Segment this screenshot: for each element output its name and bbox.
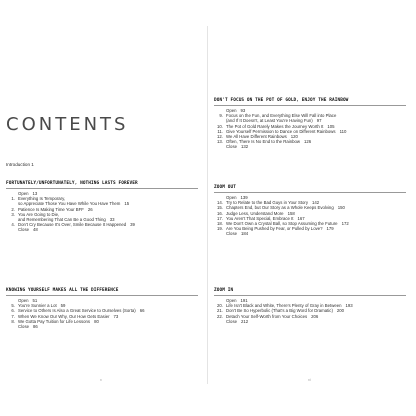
- entry-page: 105: [327, 123, 335, 129]
- right-page: [214, 26, 406, 384]
- entry-title: Often, There Is No End to the Rainbow: [226, 139, 300, 145]
- entry-page: 150: [337, 205, 345, 211]
- entry-page: 193: [345, 303, 353, 309]
- chapter-number: 10.: [217, 123, 223, 129]
- chapter-number: 20.: [217, 303, 223, 309]
- chapter-number: 15.: [217, 205, 223, 211]
- chapter-number: 7.: [11, 313, 15, 319]
- entry-title: Give Yourself Permission to Dance on Different Rainbows: [226, 128, 336, 134]
- chapter-number: 6.: [11, 308, 15, 314]
- entry-page: 48: [33, 227, 38, 233]
- entry-page: 73: [113, 313, 119, 319]
- toc-section: [214, 288, 406, 324]
- entry-page: 66: [139, 308, 145, 314]
- section-heading: FORTUNATELY/UNFORTUNATELY, NOTHING LASTS FOREVER: [6, 181, 138, 186]
- entry-title: Close: [18, 324, 29, 330]
- entry-page: 191: [240, 298, 248, 303]
- entry-page: 167: [297, 215, 305, 221]
- left-page: [6, 26, 198, 384]
- entry-title: Open: [18, 298, 29, 303]
- entry-page: 15: [124, 201, 130, 207]
- entry-title: The Pot of Gold Rarely Makes the Journey Worth It: [226, 123, 324, 129]
- entry-page: 142: [312, 200, 320, 206]
- entry-title: Open: [226, 195, 237, 200]
- entry-page: 132: [241, 144, 249, 150]
- section-heading: KNOWING YOURSELF MAKES ALL THE DIFFERENCE: [6, 288, 119, 293]
- entry-page: 120: [290, 134, 298, 140]
- entry-page: 158: [287, 210, 295, 216]
- entry-page: 179: [326, 226, 334, 232]
- entry-page: 200: [336, 308, 345, 314]
- entry-title: Chapters End, but Our Story as a Whole Keeps Evolving: [226, 205, 334, 211]
- entry-title: Close: [18, 227, 29, 233]
- entry-title: You're Sunnier a Lot: [18, 303, 57, 309]
- entry-page: 172: [341, 221, 349, 227]
- gutter-divider: [207, 26, 208, 384]
- chapter-number: 11.: [217, 128, 223, 134]
- entry-title: Open: [226, 298, 237, 303]
- introduction-label: Introduction: [6, 162, 31, 167]
- toc-section: [6, 288, 198, 329]
- entry-page: 212: [241, 318, 249, 324]
- entry-page: 13: [32, 191, 38, 196]
- entry-page: 39: [130, 222, 135, 228]
- entry-page: 33: [109, 217, 115, 223]
- entry-page: 206: [311, 313, 319, 319]
- entry-page: 126: [303, 139, 312, 145]
- entry-title: Detach Your Self-Worth from Your Choices: [226, 313, 308, 319]
- chapter-number: 1.: [11, 196, 15, 202]
- chapter-number: 2.: [11, 206, 15, 212]
- chapter-number: 13.: [217, 139, 223, 145]
- entry-title: Are You Being Pushed by Fear, or Pulled by Love?: [226, 226, 323, 232]
- entry-title: Focus on the Fun, and Everything Else Will Fall into Place: [226, 113, 337, 119]
- entry-page: 139: [240, 195, 248, 200]
- contents-title: CONTENTS: [6, 114, 129, 135]
- chapter-number: 9.: [219, 113, 223, 119]
- entry-page: 184: [241, 231, 249, 237]
- entry-title: Everything Is Temporary,: [18, 196, 66, 202]
- entry-title: Close: [226, 318, 237, 324]
- chapter-number: 21.: [217, 308, 223, 314]
- entry-title: Close: [226, 144, 237, 150]
- toc-entry: [6, 324, 198, 329]
- right-folio: xi: [308, 378, 311, 382]
- chapter-number: 12.: [217, 134, 223, 140]
- entry-page: 51: [32, 298, 38, 303]
- chapter-number: 22.: [217, 313, 223, 319]
- section-heading: ZOOM IN: [214, 288, 234, 293]
- chapter-number: 14.: [217, 200, 223, 206]
- entry-title: Service to Others Is Also a Great Service to Ourselves (Sorta): [18, 308, 136, 314]
- chapter-number: 5.: [11, 303, 15, 309]
- entry-page: 80: [94, 318, 99, 324]
- entry-title: Life Isn't Black and White, There's Plenty of Gray in Between: [226, 303, 342, 309]
- entry-title: Close: [226, 231, 237, 237]
- toc-section: [6, 181, 198, 233]
- entry-title: You Aren't That Special, Embrace It: [226, 215, 294, 221]
- toc-entry: [214, 231, 406, 236]
- section-heading: DON'T FOCUS ON THE POT OF GOLD, ENJOY THE RAINBOW: [214, 98, 349, 103]
- chapter-number: 16.: [217, 210, 223, 216]
- entry-title: When We Know Our Why, Our How Gets Easier: [18, 313, 110, 319]
- entry-page: 26: [87, 206, 93, 212]
- entry-title: Open: [18, 191, 29, 196]
- entry-title: and Remembering That Can Be a Good Thing: [18, 217, 106, 223]
- toc-section: [214, 185, 406, 237]
- entry-title: Judge Less, Understand More: [226, 210, 284, 216]
- entry-title: You Are Going to Die,: [18, 211, 60, 217]
- chapter-number: 3.: [11, 211, 15, 217]
- toc-entry: [214, 144, 406, 149]
- entry-title: We Don't Own a Crystal Ball, so Stop Assuming the Future: [226, 221, 338, 227]
- toc-section: [214, 98, 406, 150]
- left-folio: x: [100, 378, 102, 382]
- entry-title: (and If It Doesn't, at Least You're Having Fun): [226, 118, 313, 124]
- section-heading: ZOOM OUT: [214, 185, 236, 190]
- chapter-number: 4.: [11, 222, 15, 228]
- entry-title: We Gotta Pay Tuition for Life Lessons: [18, 318, 91, 324]
- entry-page: 110: [339, 128, 347, 134]
- toc-entry: [214, 319, 406, 324]
- entry-title: Don't Be So Hyperbolic (That's a Big Word for Dramatic): [226, 308, 333, 314]
- entry-title: We All Have Different Rainbows: [226, 134, 287, 140]
- entry-title: Try to Relate to the Bad Guys in Your Story: [226, 200, 309, 206]
- chapter-number: 8.: [11, 318, 15, 324]
- chapter-number: 17.: [217, 215, 223, 221]
- introduction-page: 1: [31, 162, 34, 167]
- chapter-number: 18.: [217, 221, 223, 227]
- entry-page: 93: [240, 108, 246, 113]
- entry-page: 86: [33, 324, 38, 330]
- entry-title: Don't Cry Because It's Over, Smile Because It Happened: [18, 222, 127, 228]
- entry-title: Open: [226, 108, 237, 113]
- entry-page: 59: [60, 303, 66, 309]
- entry-page: 97: [316, 118, 322, 124]
- chapter-number: 19.: [217, 226, 223, 232]
- entry-title: Patience Is Making Time Your BFF: [18, 206, 84, 212]
- entry-title: so Appreciate Those You Have While You Have Them: [18, 201, 121, 207]
- introduction-entry: [6, 162, 34, 167]
- toc-entry: [6, 227, 198, 232]
